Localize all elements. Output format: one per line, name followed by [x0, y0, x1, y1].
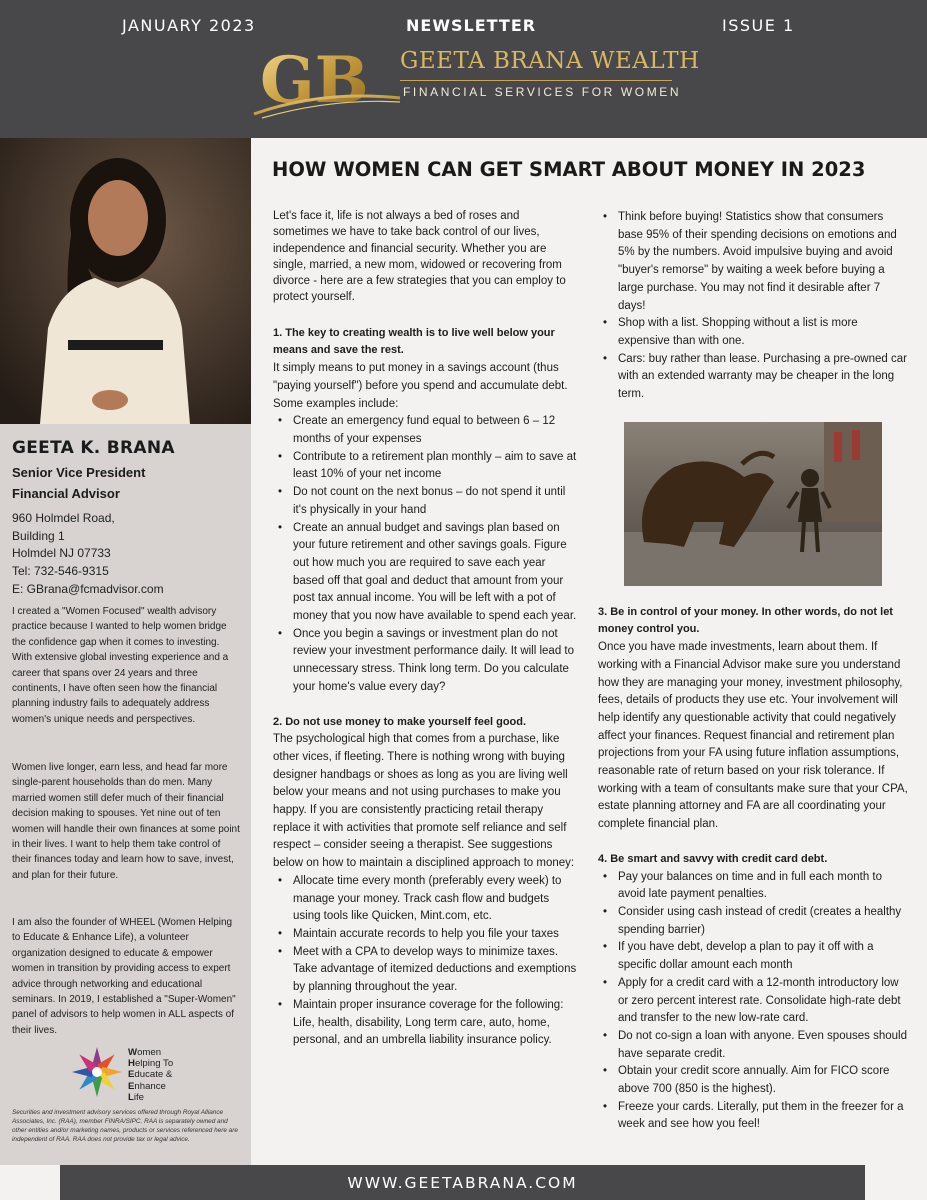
- address-line: 960 Holmdel Road,: [12, 511, 115, 525]
- list-item: • If you have debt, develop a plan to pay it off with a specific dollar amount each month: [618, 939, 910, 974]
- section-body: The psychological high that comes from a purchase, like other vices, if fleeting. There is nothing wrong with buying designer handbags or shoes as long as you are living well below your means and not using purchases to make you happy. If you are consistently practicing retail therapy replace it with activities that promote self reliance and self respect – consider seeing a therapist. See suggestions below on how to maintain a disciplined approach to money:: [273, 733, 575, 870]
- issue-number: ISSUE 1: [722, 16, 795, 35]
- list-item: • Maintain accurate records to help you file your taxes: [293, 926, 578, 944]
- section-heading: 3. Be in control of your money. In other words, do not let money control you.: [598, 605, 893, 636]
- logo-divider: [400, 80, 672, 81]
- advisor-photo: [0, 138, 251, 424]
- list-item: • Once you begin a savings or investment plan do not review your investment performance daily. It will lead to unnecessary stress. Think long term. Do you calculate your home's value every day?: [293, 626, 578, 697]
- legal-disclaimer: Securities and investment advisory services offered through Royal Alliance Associates, Inc. (RAA), member FINRA/SIPC. RAA is separately owned and other entities and/or marketing names, products or services referenced here are independent of RAA. RAA does not provide tax or legal advice.: [12, 1109, 238, 1143]
- list-item: • Create an emergency fund equal to between 6 – 12 months of your expenses: [293, 413, 578, 448]
- section-body: Once you have made investments, learn about them. If working with a Financial Advisor make sure you understand how they are managing your money, investment philosophy, fees, details of products they use etc. Your involvement will help identify any questionable activity that could negatively affect your finances. Request financial and retirement plan projections from your FA using future inflation assumptions, reasonable rate of return based on your risk tolerance. If working with a team of consultants make sure that your CPA, estate planning attorney and FA are all coordinating your complete financial plan.: [598, 641, 908, 831]
- section-heading: 1. The key to creating wealth is to live well below your means and save the rest.: [273, 326, 555, 357]
- list-item: • Apply for a credit card with a 12-month introductory low or zero percent interest rate. Consolidate high-rate debt and transfer to the new low-rate card.: [618, 975, 910, 1028]
- wheel-wordmark: Women Helping To Educate & Enhance Life: [128, 1047, 174, 1103]
- section-body: It simply means to put money in a savings account (thus "paying yourself") before you spend and accumulate debt. Some examples include:: [273, 362, 568, 410]
- phone: Tel: 732-546-9315: [12, 564, 109, 579]
- list-item: • Contribute to a retirement plan monthly – aim to save at least 10% of your net income: [293, 449, 578, 484]
- list-item: • Do not count on the next bonus – do not spend it until it's physically in your hand: [293, 484, 578, 519]
- section-heading: 2. Do not use money to make yourself feel good.: [273, 715, 527, 728]
- list-item: • Pay your balances on time and in full each month to avoid late payment penalties.: [618, 869, 910, 904]
- logo-monogram: GB: [260, 43, 369, 118]
- bullet-list: [273, 873, 578, 1050]
- wheel-logo: [70, 1043, 190, 1103]
- company-logo: [252, 40, 700, 120]
- logo-title: GEETA BRANA WEALTH: [400, 48, 700, 74]
- list-item: • Do not co-sign a loan with anyone. Even spouses should have separate credit.: [618, 1028, 910, 1063]
- contact-info: [12, 510, 164, 599]
- list-item: • Consider using cash instead of credit (creates a healthy spending barrier): [618, 904, 910, 939]
- list-item: • Maintain proper insurance coverage for the following: Life, health, disability, Long term care, auto, home, personal, and an umbrella liability insurance policy.: [293, 997, 578, 1050]
- bio-paragraph: Women live longer, earn less, and head far more single-parent households than do men. Many married women still defer much of their financial decision making to spouses. Yet nine out of ten women will handle their own finances at some point in their lives. I want to help them take control of their finances today and learn how to save, invest, and plan for their future.: [12, 762, 240, 881]
- intro-paragraph: Let's face it, life is not always a bed of roses and sometimes we have to take back control of our lives, independence and financial security. Whether you are single, married, a new mom, widowed or recovering from divorce - here are a few strategies that you can employ to protect yourself.: [273, 210, 566, 304]
- advisor-sidebar: [0, 138, 251, 1165]
- list-item: • Allocate time every month (preferably every week) to manage your money. Track cash flow and budgets using tools like Quicken, Mint.com, etc.: [293, 873, 578, 926]
- bullet-list: [598, 869, 910, 1135]
- wheel-star-icon: [70, 1045, 124, 1099]
- bullet-list: [598, 209, 910, 404]
- list-item: • Cars: buy rather than lease. Purchasing a pre-owned car with an extended warranty may be cheaper in the long term.: [618, 351, 910, 404]
- address-line: Building 1: [12, 528, 65, 543]
- bullet-list: [273, 413, 578, 696]
- article-column-left: [273, 208, 578, 1050]
- list-item: • Create an annual budget and savings plan based on your future retirement and other savings goals. Figure out how much you are required to save each year based off that goal and deduct that amount from your post tax annual income. You will be left with a pot of money that you now have available to spend each year.: [293, 520, 578, 626]
- bio-paragraph: I created a "Women Focused" wealth advisory practice because I wanted to help women bridge the confidence gap when it comes to investing. With extensive global investing experience and a career that spans over 24 years and three continents, I have often seen how the financial planning industry fails to adequately address women's unique needs and perspectives.: [12, 606, 229, 725]
- logo-subtitle: FINANCIAL SERVICES FOR WOMEN: [403, 85, 682, 99]
- list-item: • Freeze your cards. Literally, put them in the freezer for a week and see how you feel!: [618, 1099, 910, 1134]
- section-heading: 4. Be smart and savvy with credit card debt.: [598, 852, 828, 865]
- header-bar: [0, 0, 927, 138]
- list-item: • Obtain your credit score annually. Aim for FICO score above 700 (850 is the highest).: [618, 1063, 910, 1098]
- website-link[interactable]: WWW.GEETABRANA.COM: [347, 1174, 578, 1192]
- article-column-right: [598, 209, 910, 1134]
- list-item: • Think before buying! Statistics show that consumers base 95% of their spending decisions on emotions and 5% by the numbers. Avoid impulsive buying and avoid "buyer's remorse" by waiting a week before buying a large purchase. You may not find it desirable after 7 days!: [618, 209, 910, 315]
- list-item: • Shop with a list. Shopping without a list is more expensive than with one.: [618, 315, 910, 350]
- newsletter-label: NEWSLETTER: [406, 16, 537, 35]
- advisor-name: GEETA K. BRANA: [12, 438, 175, 458]
- footer-bar: [60, 1165, 865, 1200]
- bull-and-girl-photo: [624, 422, 882, 586]
- advisor-title: Senior Vice President: [12, 465, 146, 480]
- email[interactable]: E: GBrana@fcmadvisor.com: [12, 581, 164, 596]
- advisor-role: Financial Advisor: [12, 486, 120, 501]
- gb-monogram-icon: [252, 40, 402, 120]
- address-line: Holmdel NJ 07733: [12, 546, 111, 561]
- list-item: • Meet with a CPA to develop ways to minimize taxes. Take advantage of itemized deductions and exemptions by planning throughout the year.: [293, 944, 578, 997]
- issue-date: JANUARY 2023: [122, 16, 256, 35]
- article-title: HOW WOMEN CAN GET SMART ABOUT MONEY IN 2023: [272, 158, 866, 181]
- bio-paragraph: I am also the founder of WHEEL (Women Helping to Educate & Enhance Life), a volunteer organization designed to educate & empower women in transition by providing access to expert advice through networking and educational seminars. In 2019, I established a "Super-Women" panel of advisors to help women in ALL aspects of their lives.: [12, 917, 236, 1036]
